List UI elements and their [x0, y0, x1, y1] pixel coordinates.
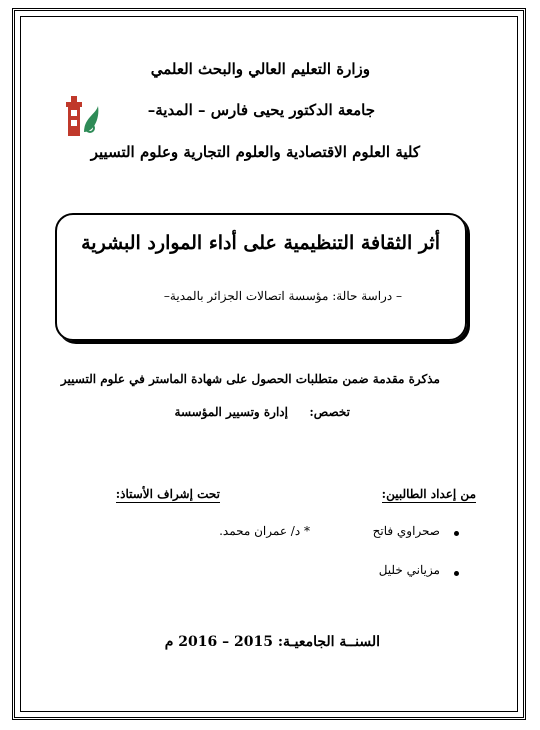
supervisor-name: * د/ عمران محمد.: [219, 524, 310, 538]
student-name: مزياني خليل: [378, 563, 440, 577]
thesis-subtitle: – دراسة حالة: مؤسسة اتصالات الجزائر بالمدية–: [163, 289, 402, 303]
university-heading: جامعة الدكتور يحيى فارس – المدية–: [147, 101, 375, 119]
academic-year: السنــة الجامعيـة: 2015 – 2016 م: [164, 634, 380, 650]
thesis-title: أثر الثقافة التنظيمية على أداء الموارد البشرية: [81, 232, 440, 254]
faculty-heading: كلية العلوم الاقتصادية والعلوم التجارية وعلوم التسيير: [90, 143, 420, 161]
bullet-icon: [454, 571, 459, 576]
specialty-value: إدارة وتسيير المؤسسة: [174, 405, 288, 419]
memo-description: مذكرة مقدمة ضمن متطلبات الحصول على شهادة الماستر في علوم التسيير: [60, 372, 440, 386]
bullet-icon: [454, 531, 459, 536]
ministry-heading: وزارة التعليم العالي والبحث العلمي: [150, 60, 370, 78]
specialty-label: تخصص:: [309, 405, 350, 419]
supervision-label: تحت إشراف الأستاذ:: [115, 487, 220, 501]
prepared-by-label: من إعداد الطالبين:: [381, 487, 476, 501]
university-logo-icon: [62, 92, 102, 142]
student-name: صحراوي فاتح: [372, 524, 440, 538]
